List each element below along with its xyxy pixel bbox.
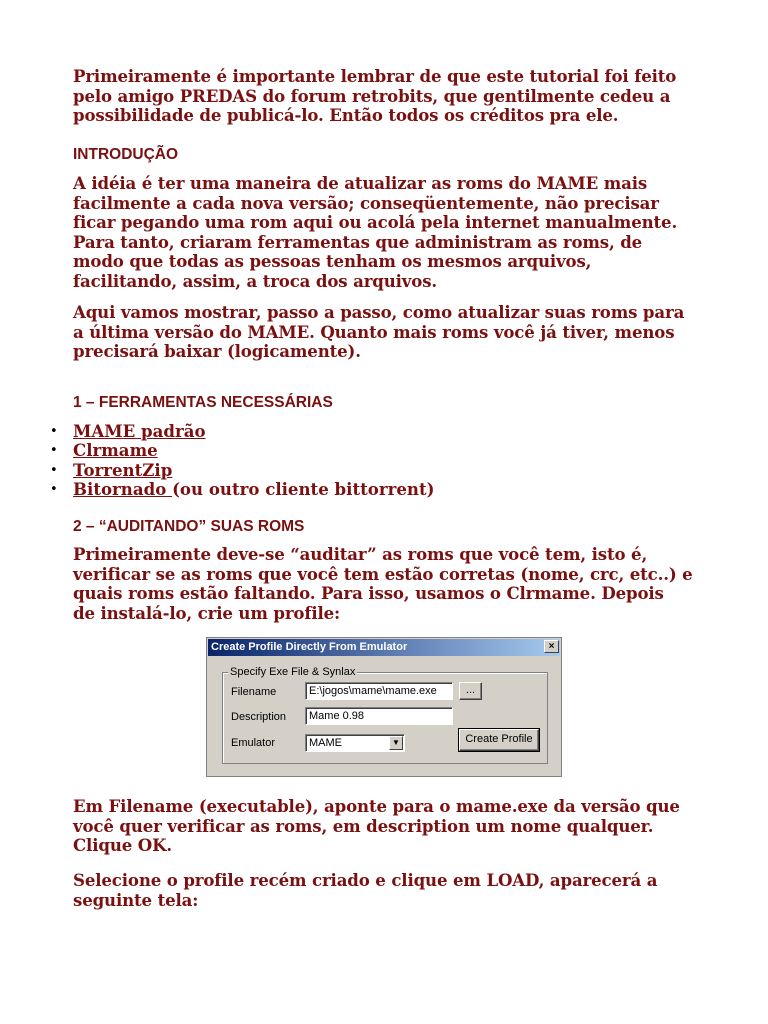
browse-button[interactable]: ...	[459, 682, 482, 700]
text-line: precisará baixar (logicamente).	[73, 341, 361, 362]
emulator-select-value: MAME	[309, 737, 342, 749]
text-line: a última versão do MAME. Quanto mais roms você já tiver, menos	[73, 321, 675, 342]
filename-instructions-paragraph	[73, 797, 723, 856]
description-field[interactable]: Mame 0.98	[305, 707, 453, 725]
text-line: A idéia é ter uma maneira de atualizar as roms do MAME mais	[73, 173, 648, 193]
filename-field[interactable]: E:\jogos\mame\mame.exe	[305, 682, 453, 700]
link-mame-padrao[interactable]: MAME padrão	[73, 421, 206, 441]
text-line: de instalá-lo, crie um profile:	[73, 602, 341, 623]
text-line: Em Filename (executable), aponte para o mame.exe da versão que	[73, 796, 680, 816]
text-line: quais roms estão faltando. Para isso, usamos o Clrmame. Depois	[73, 583, 664, 604]
load-instructions-paragraph	[73, 871, 723, 910]
link-torrentzip[interactable]: TorrentZip	[73, 459, 173, 480]
create-profile-dialog	[206, 637, 562, 777]
text-line: pelo amigo PREDAS do forum retrobits, que gentilmente cedeu a	[73, 85, 671, 106]
text-line: você quer verificar as roms, em description um nome qualquer.	[73, 815, 654, 836]
bullet-icon: •	[50, 462, 58, 478]
text-line: verificar se as roms que você tem estão corretas (nome, crc, etc..) e	[73, 563, 693, 584]
text-line: facilmente a cada nova versão; conseqüentemente, não precisar	[73, 192, 659, 213]
list-item-suffix: (ou outro cliente bittorrent)	[172, 479, 435, 500]
list-item	[50, 441, 434, 460]
list-item	[50, 461, 434, 480]
emulator-label: Emulator	[231, 737, 276, 749]
text-line: possibilidade de publicá-lo. Então todos os créditos pra ele.	[73, 105, 619, 126]
heading-auditando: 2 – “AUDITANDO” SUAS ROMS	[73, 518, 305, 535]
text-line: Aqui vamos mostrar, passo a passo, como atualizar suas roms para	[73, 302, 685, 322]
intro-body-paragraph	[73, 174, 723, 292]
audit-paragraph	[73, 545, 723, 623]
description-label: Description	[231, 711, 287, 723]
bullet-icon: •	[50, 424, 58, 439]
filename-label: Filename	[231, 686, 277, 698]
text-line: modo que todas as pessoas tenham os mesmos arquivos,	[73, 251, 592, 272]
text-line: Clique OK.	[73, 835, 172, 856]
create-profile-button[interactable]: Create Profile	[459, 729, 539, 751]
text-line: Selecione o profile recém criado e clique em LOAD, aparecerá a	[73, 870, 658, 890]
chevron-down-icon[interactable]: ▼	[389, 736, 403, 750]
text-line: Primeiramente é importante lembrar de que este tutorial foi feito	[73, 66, 677, 86]
link-bitornado[interactable]: Bitornado	[73, 479, 173, 500]
text-line: seguinte tela:	[73, 889, 199, 910]
text-line: Para tanto, criaram ferramentas que administram as roms, de	[73, 231, 643, 252]
groupbox-label: Specify Exe File & Synlax	[230, 666, 356, 678]
emulator-select[interactable]	[305, 734, 405, 752]
text-line: facilitando, assim, a troca dos arquivos.	[73, 270, 438, 291]
close-icon[interactable]: ×	[544, 640, 559, 653]
heading-ferramentas: 1 – FERRAMENTAS NECESSÁRIAS	[73, 394, 333, 411]
list-item	[50, 422, 434, 441]
text-line: ficar pegando uma rom aqui ou acolá pela internet manualmente.	[73, 212, 678, 233]
dialog-title: Create Profile Directly From Emulator	[208, 639, 560, 656]
list-item	[50, 480, 434, 499]
text-line: Primeiramente deve-se “auditar” as roms que você tem, isto é,	[73, 544, 648, 564]
tools-list	[50, 422, 434, 500]
link-clrmame[interactable]: Clrmame	[73, 440, 158, 461]
steps-paragraph	[73, 303, 723, 362]
heading-introducao: INTRODUÇÃO	[73, 146, 179, 163]
bullet-icon: •	[50, 482, 58, 498]
intro-paragraph	[73, 67, 723, 126]
bullet-icon: •	[50, 443, 58, 459]
